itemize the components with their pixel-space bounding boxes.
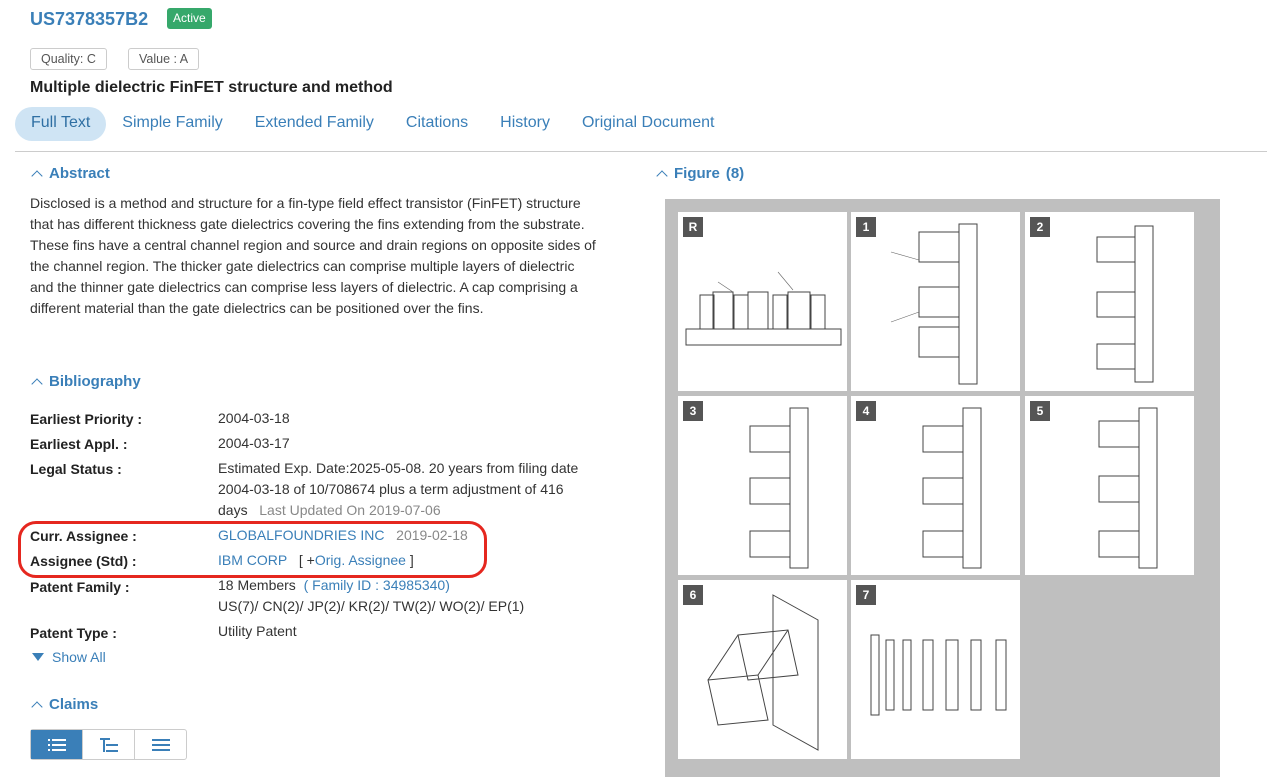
tabs-divider: [15, 151, 1267, 152]
patent-family-value: [218, 575, 524, 617]
figure-thumbnail-2[interactable]: [1025, 212, 1194, 391]
figure-badge: 2: [1030, 217, 1050, 237]
bracket-open: [ +: [298, 552, 315, 568]
figure-thumbnail-3[interactable]: [678, 396, 847, 575]
figure-gallery: [665, 199, 1220, 777]
abstract-line: different material than the gate dielectrics can be positioned over the fins.: [30, 300, 484, 316]
show-all-label: Show All: [52, 649, 106, 665]
legal-status-days: days: [218, 502, 248, 518]
family-breakdown: US(7)/ CN(2)/ JP(2)/ KR(2)/ TW(2)/ WO(2)/ EP(1): [218, 598, 525, 614]
list-view-button[interactable]: [31, 730, 83, 759]
finfet-drawing-icon: [678, 212, 847, 391]
tab-history[interactable]: History: [500, 114, 550, 131]
tab-bar: [15, 107, 730, 141]
assignee-std-label: Assignee (Std) :: [30, 553, 137, 569]
figure-thumbnail-6[interactable]: [678, 580, 847, 759]
abstract-text: [30, 193, 610, 319]
bibliography-toggle[interactable]: [30, 373, 141, 390]
family-id-link[interactable]: ( Family ID : 34985340): [303, 577, 450, 593]
tab-citations[interactable]: Citations: [405, 114, 469, 131]
figure-count: (8): [725, 165, 745, 182]
abstract-line: and the thinner gate dielectrics can comprise less layers of dielectric. A cap comprising a: [30, 279, 578, 295]
triangle-down-icon: [32, 653, 44, 661]
patent-number[interactable]: US7378357B2: [30, 9, 149, 29]
assignee-highlight-circle: [18, 521, 487, 578]
value-badge: Value : A: [128, 48, 199, 70]
earliest-priority-label: Earliest Priority :: [30, 411, 143, 427]
show-all-button[interactable]: [32, 649, 106, 665]
flowchart-drawing-icon: [851, 580, 1020, 759]
patent-family-label: Patent Family :: [30, 579, 130, 595]
status-badge: Active: [167, 8, 212, 29]
3d-fin-drawing-icon: [678, 580, 847, 759]
tab-full-text[interactable]: Full Text: [15, 107, 106, 141]
earliest-priority-value: 2004-03-18: [218, 410, 290, 426]
figure-heading: Figure: [674, 165, 720, 182]
claims-heading: Claims: [49, 696, 99, 713]
orig-assignee-link[interactable]: Orig. Assignee: [314, 552, 406, 568]
tab-simple-family[interactable]: Simple Family: [122, 114, 223, 131]
fin-section-drawing-icon: [851, 396, 1020, 575]
tree-view-button[interactable]: [83, 730, 135, 759]
legal-status-value: [218, 458, 618, 521]
fin-section-drawing-icon: [1025, 212, 1194, 391]
curr-assignee-label: Curr. Assignee :: [30, 528, 137, 544]
legal-status-line: 2004-03-18 of 10/708674 plus a term adjustment of 416: [218, 481, 564, 497]
quality-badge: Quality: C: [30, 48, 107, 70]
curr-assignee-date: 2019-02-18: [396, 527, 468, 543]
bracket-close: ]: [405, 552, 414, 568]
abstract-line: the channel region. The thicker gate dielectrics can comprise multiple layers of dielectric: [30, 258, 575, 274]
figure-badge: 3: [683, 401, 703, 421]
fin-section-drawing-icon: [678, 396, 847, 575]
assignee-std-link[interactable]: IBM CORP: [218, 552, 288, 568]
page-title: Multiple dielectric FinFET structure and method: [30, 79, 393, 96]
fin-section-drawing-icon: [1025, 396, 1194, 575]
figure-thumbnail-1[interactable]: [851, 212, 1020, 391]
figure-thumbnail-4[interactable]: [851, 396, 1020, 575]
figure-thumbnail-5[interactable]: [1025, 396, 1194, 575]
earliest-appl-label: Earliest Appl. :: [30, 436, 128, 452]
abstract-toggle[interactable]: [30, 165, 110, 182]
figure-thumbnail-7[interactable]: [851, 580, 1020, 759]
figure-badge: 1: [856, 217, 876, 237]
chevron-up-icon: [31, 378, 42, 389]
figure-thumbnail-r[interactable]: [678, 212, 847, 391]
figure-badge: 7: [856, 585, 876, 605]
figure-badge: 5: [1030, 401, 1050, 421]
last-updated: Last Updated On 2019-07-06: [259, 502, 441, 518]
legal-status-label: Legal Status :: [30, 461, 122, 477]
chevron-up-icon: [31, 701, 42, 712]
chevron-up-icon: [656, 170, 667, 181]
plain-view-button[interactable]: [135, 730, 186, 759]
chevron-up-icon: [31, 170, 42, 181]
tree-icon: [100, 737, 118, 753]
figure-badge: R: [683, 217, 703, 237]
claims-toggle[interactable]: [30, 696, 98, 713]
patent-type-value: Utility Patent: [218, 623, 297, 639]
menu-icon: [152, 738, 170, 752]
list-icon: [48, 738, 66, 752]
abstract-line: that has different thickness gate dielectrics covering the fins extending from the substrate.: [30, 216, 585, 232]
figure-badge: 4: [856, 401, 876, 421]
abstract-heading: Abstract: [49, 165, 110, 182]
legal-status-line: Estimated Exp. Date:2025-05-08. 20 years from filing date: [218, 460, 579, 476]
tab-extended-family[interactable]: Extended Family: [254, 114, 374, 131]
abstract-line: Disclosed is a method and structure for a fin-type field effect transistor (FinFET) structure: [30, 195, 581, 211]
bibliography-heading: Bibliography: [49, 373, 141, 390]
tab-original-document[interactable]: Original Document: [581, 114, 715, 131]
claims-view-toolbar: [30, 729, 187, 760]
family-members: 18 Members: [218, 577, 296, 593]
figure-badge: 6: [683, 585, 703, 605]
earliest-appl-value: 2004-03-17: [218, 435, 290, 451]
fin-section-drawing-icon: [851, 212, 1020, 391]
curr-assignee-link[interactable]: GLOBALFOUNDRIES INC: [218, 527, 385, 543]
patent-type-label: Patent Type :: [30, 625, 117, 641]
figure-toggle[interactable]: [655, 165, 744, 182]
abstract-line: These fins have a central channel region and source and drain regions on opposite sides of: [30, 237, 596, 253]
